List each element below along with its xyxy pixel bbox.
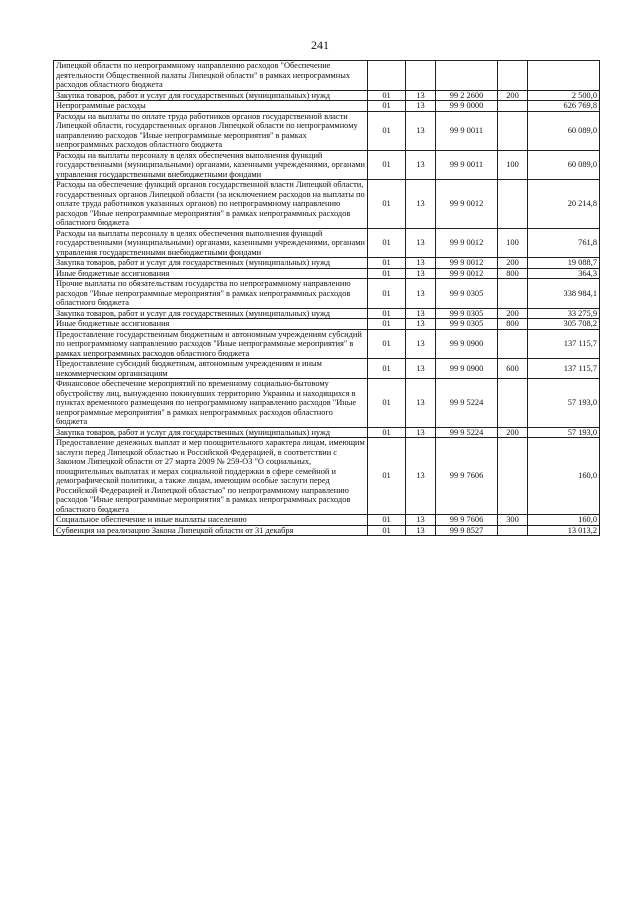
row-target-item-code: 99 9 0900 (436, 359, 498, 379)
row-expense-type-code (498, 438, 528, 515)
row-section-code: 13 (406, 427, 436, 438)
row-section-code: 13 (406, 101, 436, 112)
table-row (54, 427, 600, 438)
table-row (54, 359, 600, 379)
row-expense-type-code: 100 (498, 150, 528, 180)
row-amount: 2 500,0 (528, 90, 600, 101)
row-expense-type-code: 800 (498, 319, 528, 330)
row-expense-type-code (498, 329, 528, 359)
table-row (54, 150, 600, 180)
table-row (54, 61, 600, 91)
row-description: Непрограммные расходы (54, 101, 368, 112)
table-row (54, 180, 600, 229)
row-expense-type-code (498, 61, 528, 91)
row-ministry-code: 01 (368, 515, 406, 526)
row-description: Предоставление денежных выплат и мер поощрительного характера лицам, имеющим заслуги перед Липецкой областью и Российской Федерацией, в соответствии с Законом Липецкой области от 27 марта 2009 № 259-ОЗ "О социальных, поощрительных выплатах и мерах социальной поддержки в сфере семейной и демографической политики, а также лицам, имеющим особые заслуги перед Российской Федерацией и Липецкой областью" по непрограммному направлению расходов "Иные непрограммные мероприятия" в рамках непрограммных расходов областного бюджета (54, 438, 368, 515)
table-row (54, 258, 600, 269)
row-ministry-code (368, 61, 406, 91)
row-amount (528, 61, 600, 91)
row-ministry-code: 01 (368, 379, 406, 428)
row-target-item-code: 99 9 0012 (436, 258, 498, 269)
page-number: 241 (311, 38, 329, 52)
row-expense-type-code: 600 (498, 359, 528, 379)
table-row (54, 279, 600, 309)
row-description: Закупка товаров, работ и услуг для государственных (муниципальных) нужд (54, 308, 368, 319)
row-section-code: 13 (406, 258, 436, 269)
row-target-item-code: 99 9 0305 (436, 308, 498, 319)
row-description: Расходы на выплаты по оплате труда работников органов государственной власти Липецкой области, государственных органов Липецкой области по непрограммному направлению расходов "Иные непрограммные мероприятия" в рамках непрограммных расходов областного бюджета (54, 111, 368, 150)
row-section-code: 13 (406, 228, 436, 258)
row-amount: 160,0 (528, 515, 600, 526)
row-amount: 20 214,8 (528, 180, 600, 229)
row-amount: 626 769,8 (528, 101, 600, 112)
table-row (54, 438, 600, 515)
row-ministry-code: 01 (368, 329, 406, 359)
row-ministry-code: 01 (368, 90, 406, 101)
row-target-item-code: 99 9 0900 (436, 329, 498, 359)
row-expense-type-code (498, 111, 528, 150)
row-description: Иные бюджетные ассигнования (54, 268, 368, 279)
row-section-code: 13 (406, 379, 436, 428)
row-ministry-code: 01 (368, 279, 406, 309)
row-description: Расходы на выплаты персоналу в целях обеспечения выполнения функций государственными (муниципальными) органами, казенными учреждениями, органами управления государственными внебюджетными фондами (54, 228, 368, 258)
row-section-code: 13 (406, 90, 436, 101)
row-ministry-code: 01 (368, 525, 406, 536)
row-expense-type-code (498, 379, 528, 428)
row-description: Субвенция на реализацию Закона Липецкой области от 31 декабря (54, 525, 368, 536)
table-row (54, 308, 600, 319)
row-ministry-code: 01 (368, 180, 406, 229)
table-row (54, 515, 600, 526)
row-target-item-code: 99 2 2600 (436, 90, 498, 101)
row-ministry-code: 01 (368, 427, 406, 438)
row-amount: 13 013,2 (528, 525, 600, 536)
row-section-code: 13 (406, 515, 436, 526)
row-amount: 761,8 (528, 228, 600, 258)
row-description: Предоставление субсидий бюджетным, автономным учреждениям и иным некоммерческим организациям (54, 359, 368, 379)
row-section-code: 13 (406, 111, 436, 150)
row-amount: 19 088,7 (528, 258, 600, 269)
table-row (54, 111, 600, 150)
row-section-code (406, 61, 436, 91)
row-section-code: 13 (406, 308, 436, 319)
table-row (54, 379, 600, 428)
row-ministry-code: 01 (368, 319, 406, 330)
row-ministry-code: 01 (368, 308, 406, 319)
row-section-code: 13 (406, 268, 436, 279)
row-expense-type-code (498, 279, 528, 309)
row-ministry-code: 01 (368, 258, 406, 269)
table-row (54, 228, 600, 258)
row-target-item-code: 99 9 0012 (436, 180, 498, 229)
row-expense-type-code: 200 (498, 90, 528, 101)
row-expense-type-code: 200 (498, 427, 528, 438)
row-description: Закупка товаров, работ и услуг для государственных (муниципальных) нужд (54, 90, 368, 101)
table-row (54, 268, 600, 279)
row-expense-type-code: 800 (498, 268, 528, 279)
row-target-item-code: 99 9 0305 (436, 279, 498, 309)
row-target-item-code: 99 9 7606 (436, 438, 498, 515)
row-expense-type-code: 200 (498, 308, 528, 319)
row-amount: 60 089,0 (528, 150, 600, 180)
row-description: Предоставление государственным бюджетным и автономным учреждениям субсидий по непрограммному направлению расходов "Иные непрограммные мероприятия" в рамках непрограммных расходов областного бюджета (54, 329, 368, 359)
table-row (54, 319, 600, 330)
row-ministry-code: 01 (368, 268, 406, 279)
table-row (54, 101, 600, 112)
row-description: Финансовое обеспечение мероприятий по временному социально-бытовому обустройству лиц, вынужденно покинувших территорию Украины и находящихся в пунктах временного размещения по непрограммному направлению расходов "Иные непрограммные мероприятия" в рамках непрограммных расходов областного бюджета (54, 379, 368, 428)
row-section-code: 13 (406, 359, 436, 379)
budget-table-body (54, 61, 600, 536)
row-ministry-code: 01 (368, 101, 406, 112)
row-description: Расходы на обеспечение функций органов государственной власти Липецкой области, государственных органов Липецкой области (за исключением расходов на выплаты по оплате труда работников указанных органов) по непрограммному направлению расходов "Иные непрограммные мероприятия" в рамках непрограммных расходов областного бюджета (54, 180, 368, 229)
row-description: Иные бюджетные ассигнования (54, 319, 368, 330)
row-amount: 57 193,0 (528, 379, 600, 428)
row-description: Прочие выплаты по обязательствам государства по непрограммному направлению расходов "Иные непрограммные мероприятия" в рамках непрограммных расходов областного бюджета (54, 279, 368, 309)
row-description: Расходы на выплаты персоналу в целях обеспечения выполнения функций государственными (муниципальными) органами, казенными учреждениями, органами управления государственными внебюджетными фондами (54, 150, 368, 180)
row-target-item-code: 99 9 8527 (436, 525, 498, 536)
row-expense-type-code (498, 101, 528, 112)
row-description: Липецкой области по непрограммному направлению расходов "Обеспечение деятельности Общественной палаты Липецкой области" в рамках непрограммных расходов областного бюджета (54, 61, 368, 91)
row-amount: 60 089,0 (528, 111, 600, 150)
row-description: Закупка товаров, работ и услуг для государственных (муниципальных) нужд (54, 427, 368, 438)
row-amount: 137 115,7 (528, 329, 600, 359)
row-target-item-code: 99 9 0011 (436, 150, 498, 180)
row-ministry-code: 01 (368, 111, 406, 150)
row-expense-type-code (498, 525, 528, 536)
row-amount: 305 708,2 (528, 319, 600, 330)
row-target-item-code: 99 9 0011 (436, 111, 498, 150)
row-expense-type-code: 200 (498, 258, 528, 269)
row-amount: 137 115,7 (528, 359, 600, 379)
row-target-item-code: 99 9 7606 (436, 515, 498, 526)
row-amount: 160,0 (528, 438, 600, 515)
row-target-item-code: 99 9 0305 (436, 319, 498, 330)
row-expense-type-code (498, 180, 528, 229)
row-ministry-code: 01 (368, 150, 406, 180)
row-section-code: 13 (406, 150, 436, 180)
row-target-item-code: 99 9 5224 (436, 379, 498, 428)
row-ministry-code: 01 (368, 228, 406, 258)
row-expense-type-code: 300 (498, 515, 528, 526)
row-expense-type-code: 100 (498, 228, 528, 258)
table-row (54, 525, 600, 536)
row-amount: 57 193,0 (528, 427, 600, 438)
row-section-code: 13 (406, 279, 436, 309)
row-amount: 364,3 (528, 268, 600, 279)
row-target-item-code: 99 9 0012 (436, 228, 498, 258)
row-target-item-code: 99 9 0012 (436, 268, 498, 279)
row-target-item-code: 99 9 5224 (436, 427, 498, 438)
row-description: Социальное обеспечение и иные выплаты населению (54, 515, 368, 526)
row-section-code: 13 (406, 438, 436, 515)
row-ministry-code: 01 (368, 359, 406, 379)
budget-table (53, 60, 600, 536)
row-target-item-code (436, 61, 498, 91)
row-section-code: 13 (406, 525, 436, 536)
row-section-code: 13 (406, 319, 436, 330)
row-section-code: 13 (406, 329, 436, 359)
row-amount: 33 275,9 (528, 308, 600, 319)
row-target-item-code: 99 9 0000 (436, 101, 498, 112)
table-row (54, 90, 600, 101)
row-description: Закупка товаров, работ и услуг для государственных (муниципальных) нужд (54, 258, 368, 269)
row-section-code: 13 (406, 180, 436, 229)
table-row (54, 329, 600, 359)
row-ministry-code: 01 (368, 438, 406, 515)
row-amount: 338 984,1 (528, 279, 600, 309)
